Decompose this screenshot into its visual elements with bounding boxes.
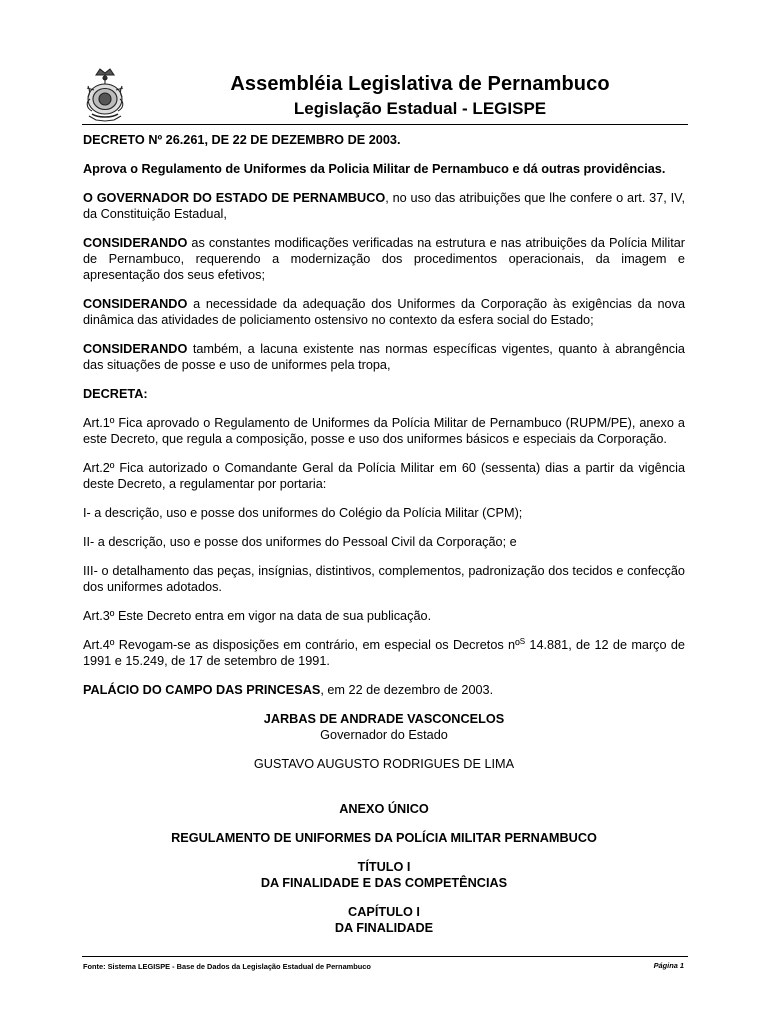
article-4-after: 14.881, de 12 de março de 1991 e 15.249, de 17 de setembro de 1991. (83, 638, 685, 668)
header-divider (82, 124, 688, 125)
regulation-title: REGULAMENTO DE UNIFORMES DA POLÍCIA MILITAR PERNAMBUCO (171, 831, 597, 845)
considerando-2-text: a necessidade da adequação dos Uniformes da Corporação às exigências da nova dinâmica das atividades de policiamento ostensivo no contexto da esfera social do Estado; (83, 297, 685, 327)
decreta-heading: DECRETA: (83, 387, 148, 401)
ementa: Aprova o Regulamento de Uniformes da Policia Militar de Pernambuco e dá outras providências. (83, 162, 666, 176)
footer-source: Fonte: Sistema LEGISPE - Base de Dados da Legislação Estadual de Pernambuco (83, 962, 371, 971)
palacio-text: , em 22 de dezembro de 2003. (320, 683, 494, 697)
article-2: Art.2º Fica autorizado o Comandante Geral da Polícia Militar em 60 (sessenta) dias a partir da vigência deste Decreto, a regulamentar por portaria: (83, 461, 685, 491)
governor-name: JARBAS DE ANDRADE VASCONCELOS (263, 712, 505, 726)
item-ii: II- a descrição, uso e posse dos uniformes do Pessoal Civil da Corporação; e (83, 535, 517, 549)
item-iii: III- o detalhamento das peças, insígnias, distintivos, complementos, padronização dos tecidos e confecção dos uniformes adotados. (83, 564, 685, 594)
palacio-line (83, 682, 685, 698)
annex-title: ANEXO ÚNICO (339, 802, 429, 816)
considerando-2-bold: CONSIDERANDO (83, 297, 188, 311)
document-body (83, 132, 685, 936)
governor-role: Governador do Estado (320, 728, 448, 742)
considerando-2 (83, 296, 685, 328)
considerando-3-bold: CONSIDERANDO (83, 342, 188, 356)
header (150, 72, 690, 120)
article-4-sup: S (519, 636, 526, 646)
capitulo-name: DA FINALIDADE (334, 921, 434, 935)
header-title: Assembléia Legislativa de Pernambuco (230, 73, 610, 95)
governor-intro (83, 190, 685, 222)
considerando-1-bold: CONSIDERANDO (83, 236, 188, 250)
article-4 (83, 637, 685, 669)
article-4-before: Art.4º Revogam-se as disposições em contrário, em especial os Decretos nº (83, 638, 520, 652)
titulo-heading: TÍTULO I (357, 860, 411, 874)
considerando-3-text: também, a lacuna existente nas normas específicas vigentes, quanto à abrangência das situações de posse e uso de uniformes pela tropa, (83, 342, 685, 372)
page-number: Página 1 (653, 961, 684, 970)
article-1: Art.1º Fica aprovado o Regulamento de Uniformes da Polícia Militar de Pernambuco (RUPM/PE), anexo a este Decreto, que regula a composição, posse e uso dos uniformes básicos e especiais da Corporação. (83, 416, 685, 446)
header-subtitle: Legislação Estadual - LEGISPE (293, 99, 547, 118)
titulo-name: DA FINALIDADE E DAS COMPETÊNCIAS (260, 876, 508, 890)
footer-divider (82, 956, 688, 957)
pernambuco-coat-of-arms-icon (80, 66, 130, 124)
considerando-1 (83, 235, 685, 283)
secretary-name: GUSTAVO AUGUSTO RODRIGUES DE LIMA (253, 757, 515, 771)
decree-title: DECRETO Nº 26.261, DE 22 DE DEZEMBRO DE 2003. (83, 133, 401, 147)
governor-intro-text: , no uso das atribuições que lhe confere o art. 37, IV, da Constituição Estadual, (83, 191, 685, 221)
considerando-3 (83, 341, 685, 373)
palacio-bold: PALÁCIO DO CAMPO DAS PRINCESAS (83, 683, 321, 697)
article-3: Art.3º Este Decreto entra em vigor na data de sua publicação. (83, 609, 432, 623)
considerando-1-text: as constantes modificações verificadas na estrutura e nas atribuições da Polícia Militar de Pernambuco, requerendo a modernização dos procedimentos operacionais, da imagem e apresentação dos seus efetivos; (83, 236, 685, 282)
governor-intro-bold: O GOVERNADOR DO ESTADO DE PERNAMBUCO (83, 191, 386, 205)
item-i: I- a descrição, uso e posse dos uniformes do Colégio da Polícia Militar (CPM); (83, 506, 523, 520)
capitulo-heading: CAPÍTULO I (348, 905, 420, 919)
